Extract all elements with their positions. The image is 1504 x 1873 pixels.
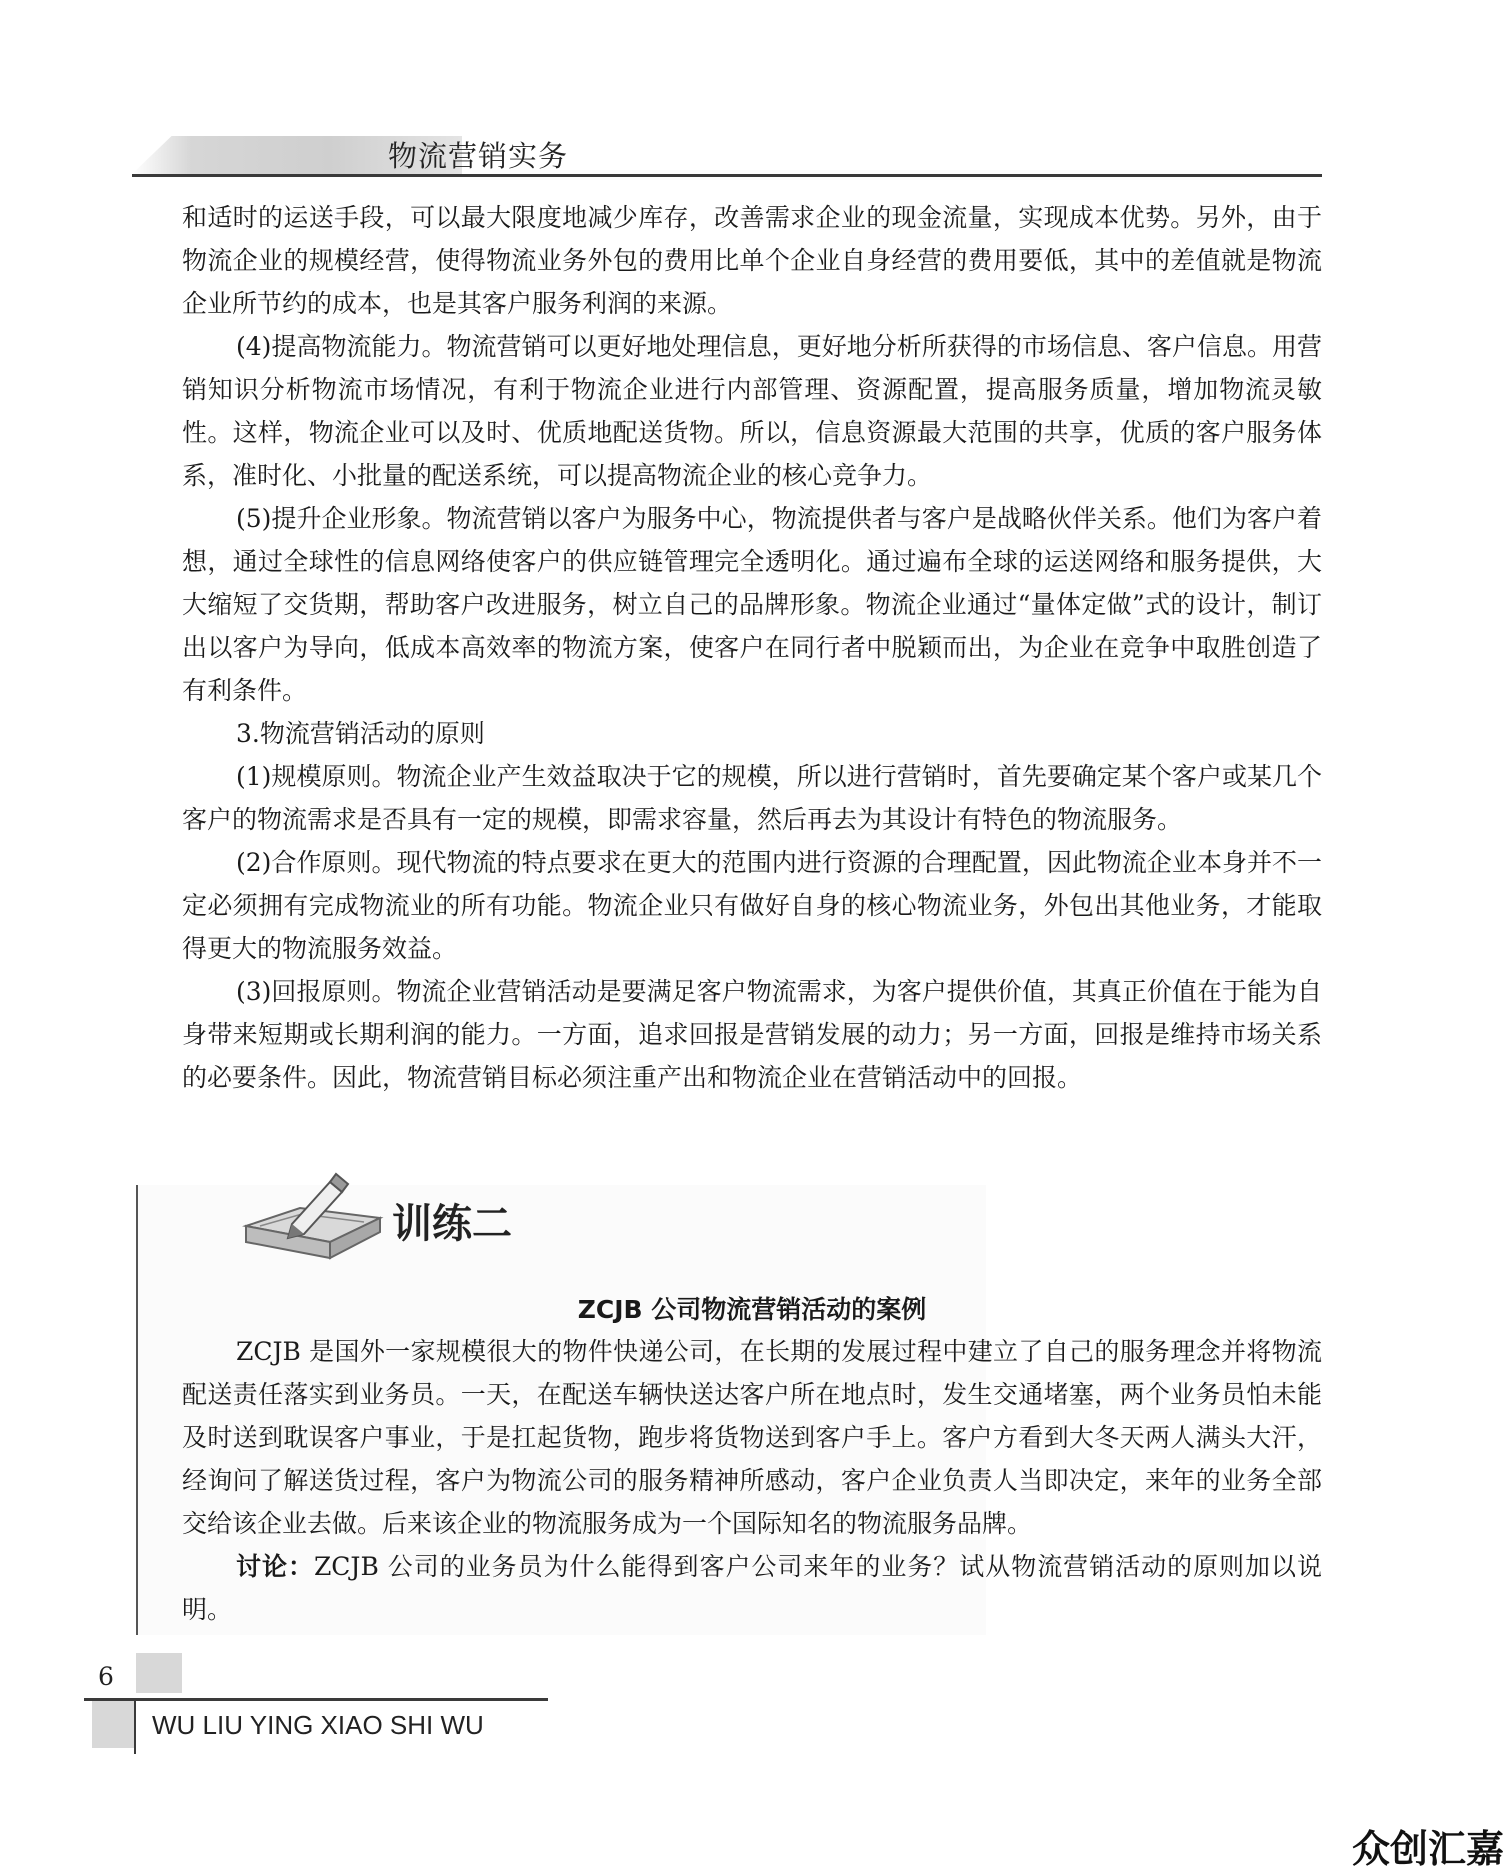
book-pencil-icon bbox=[238, 1168, 388, 1268]
header-rule bbox=[132, 174, 1322, 177]
case-text bbox=[182, 1330, 1322, 1631]
discussion-paragraph bbox=[182, 1545, 1322, 1631]
paragraph-return-principle: (3)回报原则。物流企业营销活动是要满足客户物流需求，为客户提供价值，其真正价值在于能为自身带来短期或长期利润的能力。一方面，追求回报是营销发展的动力；另一方面，回报是维持市场关系的必要条件。因此，物流营销目标必须注重产出和物流企业在营销活动中的回报。 bbox=[182, 977, 1322, 1092]
watermark: 众创汇嘉 bbox=[1352, 1827, 1504, 1871]
footer-gray-box bbox=[136, 1653, 182, 1693]
discussion-label: 讨论： bbox=[236, 1552, 314, 1581]
footer-vertical-rule bbox=[134, 1698, 136, 1754]
case-title: ZCJB 公司物流营销活动的案例 bbox=[577, 1295, 927, 1324]
paragraph-logistics-capability: (4)提高物流能力。物流营销可以更好地处理信息，更好地分析所获得的市场信息、客户信息。用营销知识分析物流市场情况，有利于物流企业进行内部管理、资源配置，提高服务质量，增加物流灵敏性。这样，物流企业可以及时、优质地配送货物。所以，信息资源最大范围的共享，优质的客户服务体系，准时化、小批量的配送系统，可以提高物流企业的核心竞争力。 bbox=[182, 332, 1322, 490]
paragraph-scale-principle: (1)规模原则。物流企业产生效益取决于它的规模，所以进行营销时，首先要确定某个客户或某几个客户的物流需求是否具有一定的规模，即需求容量，然后再去为其设计有特色的物流服务。 bbox=[182, 762, 1322, 834]
page-number: 6 bbox=[98, 1662, 114, 1691]
paragraph-corporate-image: (5)提升企业形象。物流营销以客户为服务中心，物流提供者与客户是战略伙伴关系。他们为客户着想，通过全球性的信息网络使客户的供应链管理完全透明化。通过遍布全球的运送网络和服务提供，大大缩短了交货期，帮助客户改进服务，树立自己的品牌形象。物流企业通过“量体定做”式的设计，制订出以客户为导向，低成本高效率的物流方案，使客户在同行者中脱颖而出，为企业在竞争中取胜创造了有利条件。 bbox=[182, 504, 1322, 705]
footer-book-title-pinyin: WU LIU YING XIAO SHI WU bbox=[152, 1710, 484, 1740]
footer-rule bbox=[84, 1698, 548, 1701]
paragraph-cooperation-principle: (2)合作原则。现代物流的特点要求在更大的范围内进行资源的合理配置，因此物流企业本身并不一定必须拥有完成物流业的所有功能。物流企业只有做好自身的核心物流业务，外包出其他业务，才能取得更大的物流服务效益。 bbox=[182, 848, 1322, 963]
training-title: 训练二 bbox=[392, 1201, 512, 1247]
running-header-title: 物流营销实务 bbox=[388, 139, 569, 173]
discussion-text: ZCJB 公司的业务员为什么能得到客户公司来年的业务？试从物流营销活动的原则加以说明。 bbox=[182, 1552, 1322, 1624]
footer-gray-box-lower bbox=[92, 1700, 136, 1748]
paragraph-continuation: 和适时的运送手段，可以最大限度地减少库存，改善需求企业的现金流量，实现成本优势。另外，由于物流企业的规模经营，使得物流业务外包的费用比单个企业自身经营的费用要低，其中的差值就是物流企业所节约的成本，也是其客户服务利润的来源。 bbox=[182, 203, 1322, 318]
case-paragraph: ZCJB 是国外一家规模很大的物件快递公司，在长期的发展过程中建立了自己的服务理念并将物流配送责任落实到业务员。一天，在配送车辆快送达客户所在地点时，发生交通堵塞，两个业务员怕未能及时送到耽误客户事业，于是扛起货物，跑步将货物送到客户手上。客户方看到大冬天两人满头大汗，经询问了解送货过程，客户为物流公司的服务精神所感动，客户企业负责人当即决定，来年的业务全部交给该企业去做。后来该企业的物流服务成为一个国际知名的物流服务品牌。 bbox=[182, 1337, 1322, 1538]
section-heading-principles: 3.物流营销活动的原则 bbox=[236, 719, 485, 748]
body-text bbox=[182, 196, 1322, 1099]
